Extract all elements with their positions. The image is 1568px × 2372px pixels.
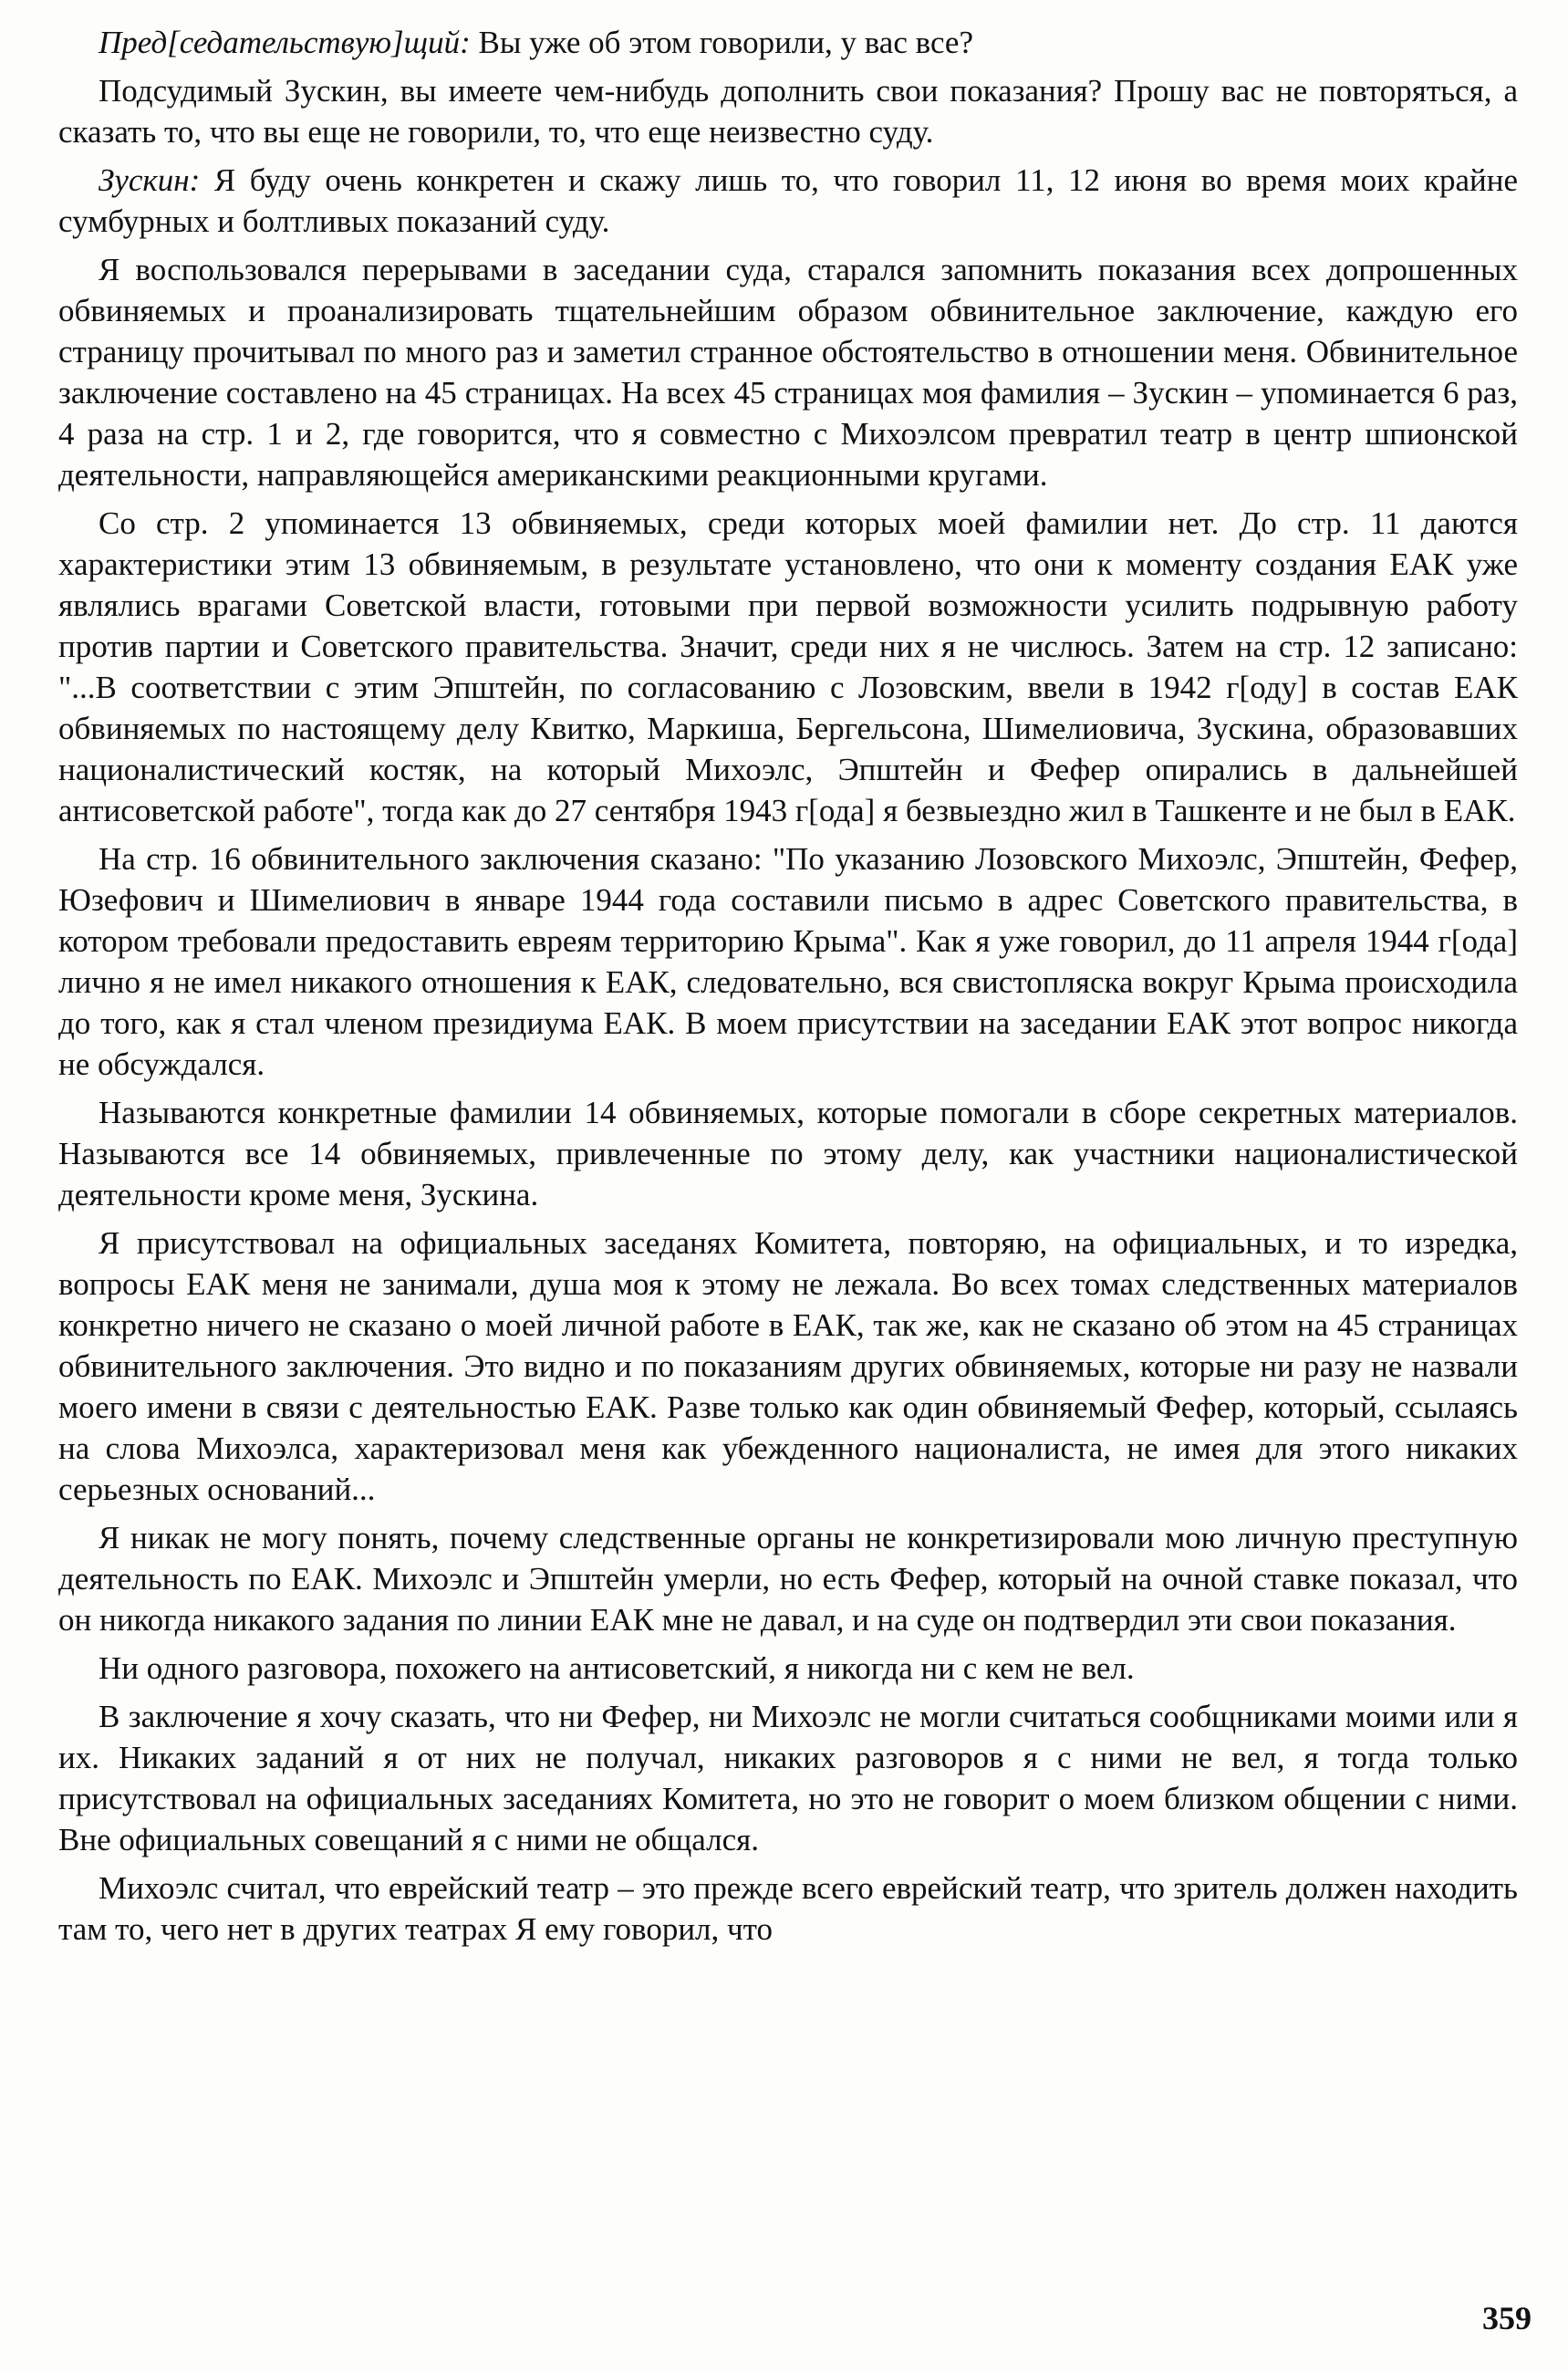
paragraph-12 [58, 1867, 1518, 1950]
paragraph-11 [58, 1696, 1518, 1860]
paragraph-text: Подсудимый Зускин, вы имеете чем-нибудь дополнить свои показания? Прошу вас не повторяться, а сказать то, что вы еще не говорили, то, что еще неизвестно суду. [58, 73, 1518, 150]
speaker-label: Зускин: [99, 162, 201, 198]
document-page [58, 22, 1518, 1957]
paragraph-8 [58, 1222, 1518, 1510]
paragraph-text: Я присутствовал на официальных заседанях Комитета, повторяю, на официальных, и то изредка, вопросы ЕАК меня не занимали, душа моя к этому не лежала. Во всех томах следственных материалов конкретно ничего не сказано о моей личной работе в ЕАК, так же, как не сказано об этом на 45 страницах обвинительного заключения. Это видно и по показаниям других обвиняемых, которые ни разу не назвали моего имени в связи с деятельностью ЕАК. Разве только как один обвиняемый Фефер, который, ссылаясь на слова Михоэлса, характеризовал меня как убежденного националиста, не имея для этого никаких серьезных оснований... [58, 1225, 1518, 1507]
paragraph-text: Называются конкретные фамилии 14 обвиняемых, которые помогали в сборе секретных материалов. Называются все 14 обвиняемых, привлеченные по этому делу, как участники националистической деятельности кроме меня, Зускина. [58, 1095, 1518, 1212]
paragraph-text: В заключение я хочу сказать, что ни Фефер, ни Михоэлс не могли считаться сообщниками моими или я их. Никаких заданий я от них не получал, никаких разговоров я с ними не вел, я тогда только присутствовал на официальных заседаниях Комитета, но это не говорит о моем близком общении с ними. Вне официальных совещаний я с ними не общался. [58, 1699, 1518, 1857]
paragraph-text: Я никак не могу понять, почему следственные органы не конкретизировали мою личную преступную деятельность по ЕАК. Михоэлс и Эпштейн умерли, но есть Фефер, который на очной ставке показал, что он никогда никакого задания по линии ЕАК мне не давал, и на суде он подтвердил эти свои показания. [58, 1520, 1518, 1638]
paragraph-5 [58, 503, 1518, 831]
page-number: 359 [1482, 2300, 1532, 2336]
paragraph-text: Вы уже об этом говорили, у вас все? [470, 25, 973, 60]
paragraph-1 [58, 22, 1518, 63]
paragraph-text: Со стр. 2 упоминается 13 обвиняемых, среди которых моей фамилии нет. До стр. 11 даются характеристики этим 13 обвиняемым, в результате установлено, что они к моменту создания ЕАК уже являлись врагами Советской власти, готовыми при первой возможности усилить подрывную работу против партии и Советского правительства. Значит, среди них я не числюсь. Затем на стр. 12 записано: "...В соответствии с этим Эпштейн, по согласованию с Лозовским, ввели в 1942 г[оду] в состав ЕАК обвиняемых по настоящему делу Квитко, Маркиша, Бергельсона, Шимелиовича, Зускина, образовавших националистический костяк, на который Михоэлс, Эпштейн и Фефер опирались в дальнейшей антисоветской работе", тогда как до 27 сентября 1943 г[ода] я безвыездно жил в Ташкенте и не был в ЕАК. [58, 505, 1518, 828]
paragraph-4 [58, 249, 1518, 495]
speaker-label: Пред[седательствую]щий: [99, 25, 471, 60]
paragraph-text: Михоэлс считал, что еврейский театр – это прежде всего еврейский театр, что зритель должен находить там то, чего нет в других театрах Я ему говорил, что [58, 1870, 1518, 1947]
paragraph-text: Ни одного разговора, похожего на антисоветский, я никогда ни с кем не вел. [99, 1650, 1135, 1686]
paragraph-3 [58, 160, 1518, 242]
paragraph-10 [58, 1648, 1518, 1689]
paragraph-2 [58, 70, 1518, 152]
paragraph-9 [58, 1517, 1518, 1640]
paragraph-7 [58, 1092, 1518, 1215]
paragraph-6 [58, 838, 1518, 1085]
paragraph-text: Я буду очень конкретен и скажу лишь то, что говорил 11, 12 июня во время моих крайне сумбурных и болтливых показаний суду. [58, 162, 1518, 239]
paragraph-text: На стр. 16 обвинительного заключения сказано: "По указанию Лозовского Михоэлс, Эпштейн, Фефер, Юзефович и Шимелиович в январе 1944 года составили письмо в адрес Советского правительства, в котором требовали предоставить евреям территорию Крыма". Как я уже говорил, до 11 апреля 1944 г[ода] лично я не имел никакого отношения к ЕАК, следовательно, вся свистопляска вокруг Крыма происходила до того, как я стал членом президиума ЕАК. В моем присутствии на заседании ЕАК этот вопрос никогда не обсуждался. [58, 841, 1518, 1082]
paragraph-text: Я воспользовался перерывами в заседании суда, старался запомнить показания всех допрошенных обвиняемых и проанализировать тщательнейшим образом обвинительное заключение, каждую его страницу прочитывал по много раз и заметил странное обстоятельство в отношении меня. Обвинительное заключение составлено на 45 страницах. На всех 45 страницах моя фамилия – Зускин – упоминается 6 раз, 4 раза на стр. 1 и 2, где говорится, что я совместно с Михоэлсом превратил театр в центр шпионской деятельности, направляющейся американскими реакционными кругами. [58, 252, 1518, 493]
